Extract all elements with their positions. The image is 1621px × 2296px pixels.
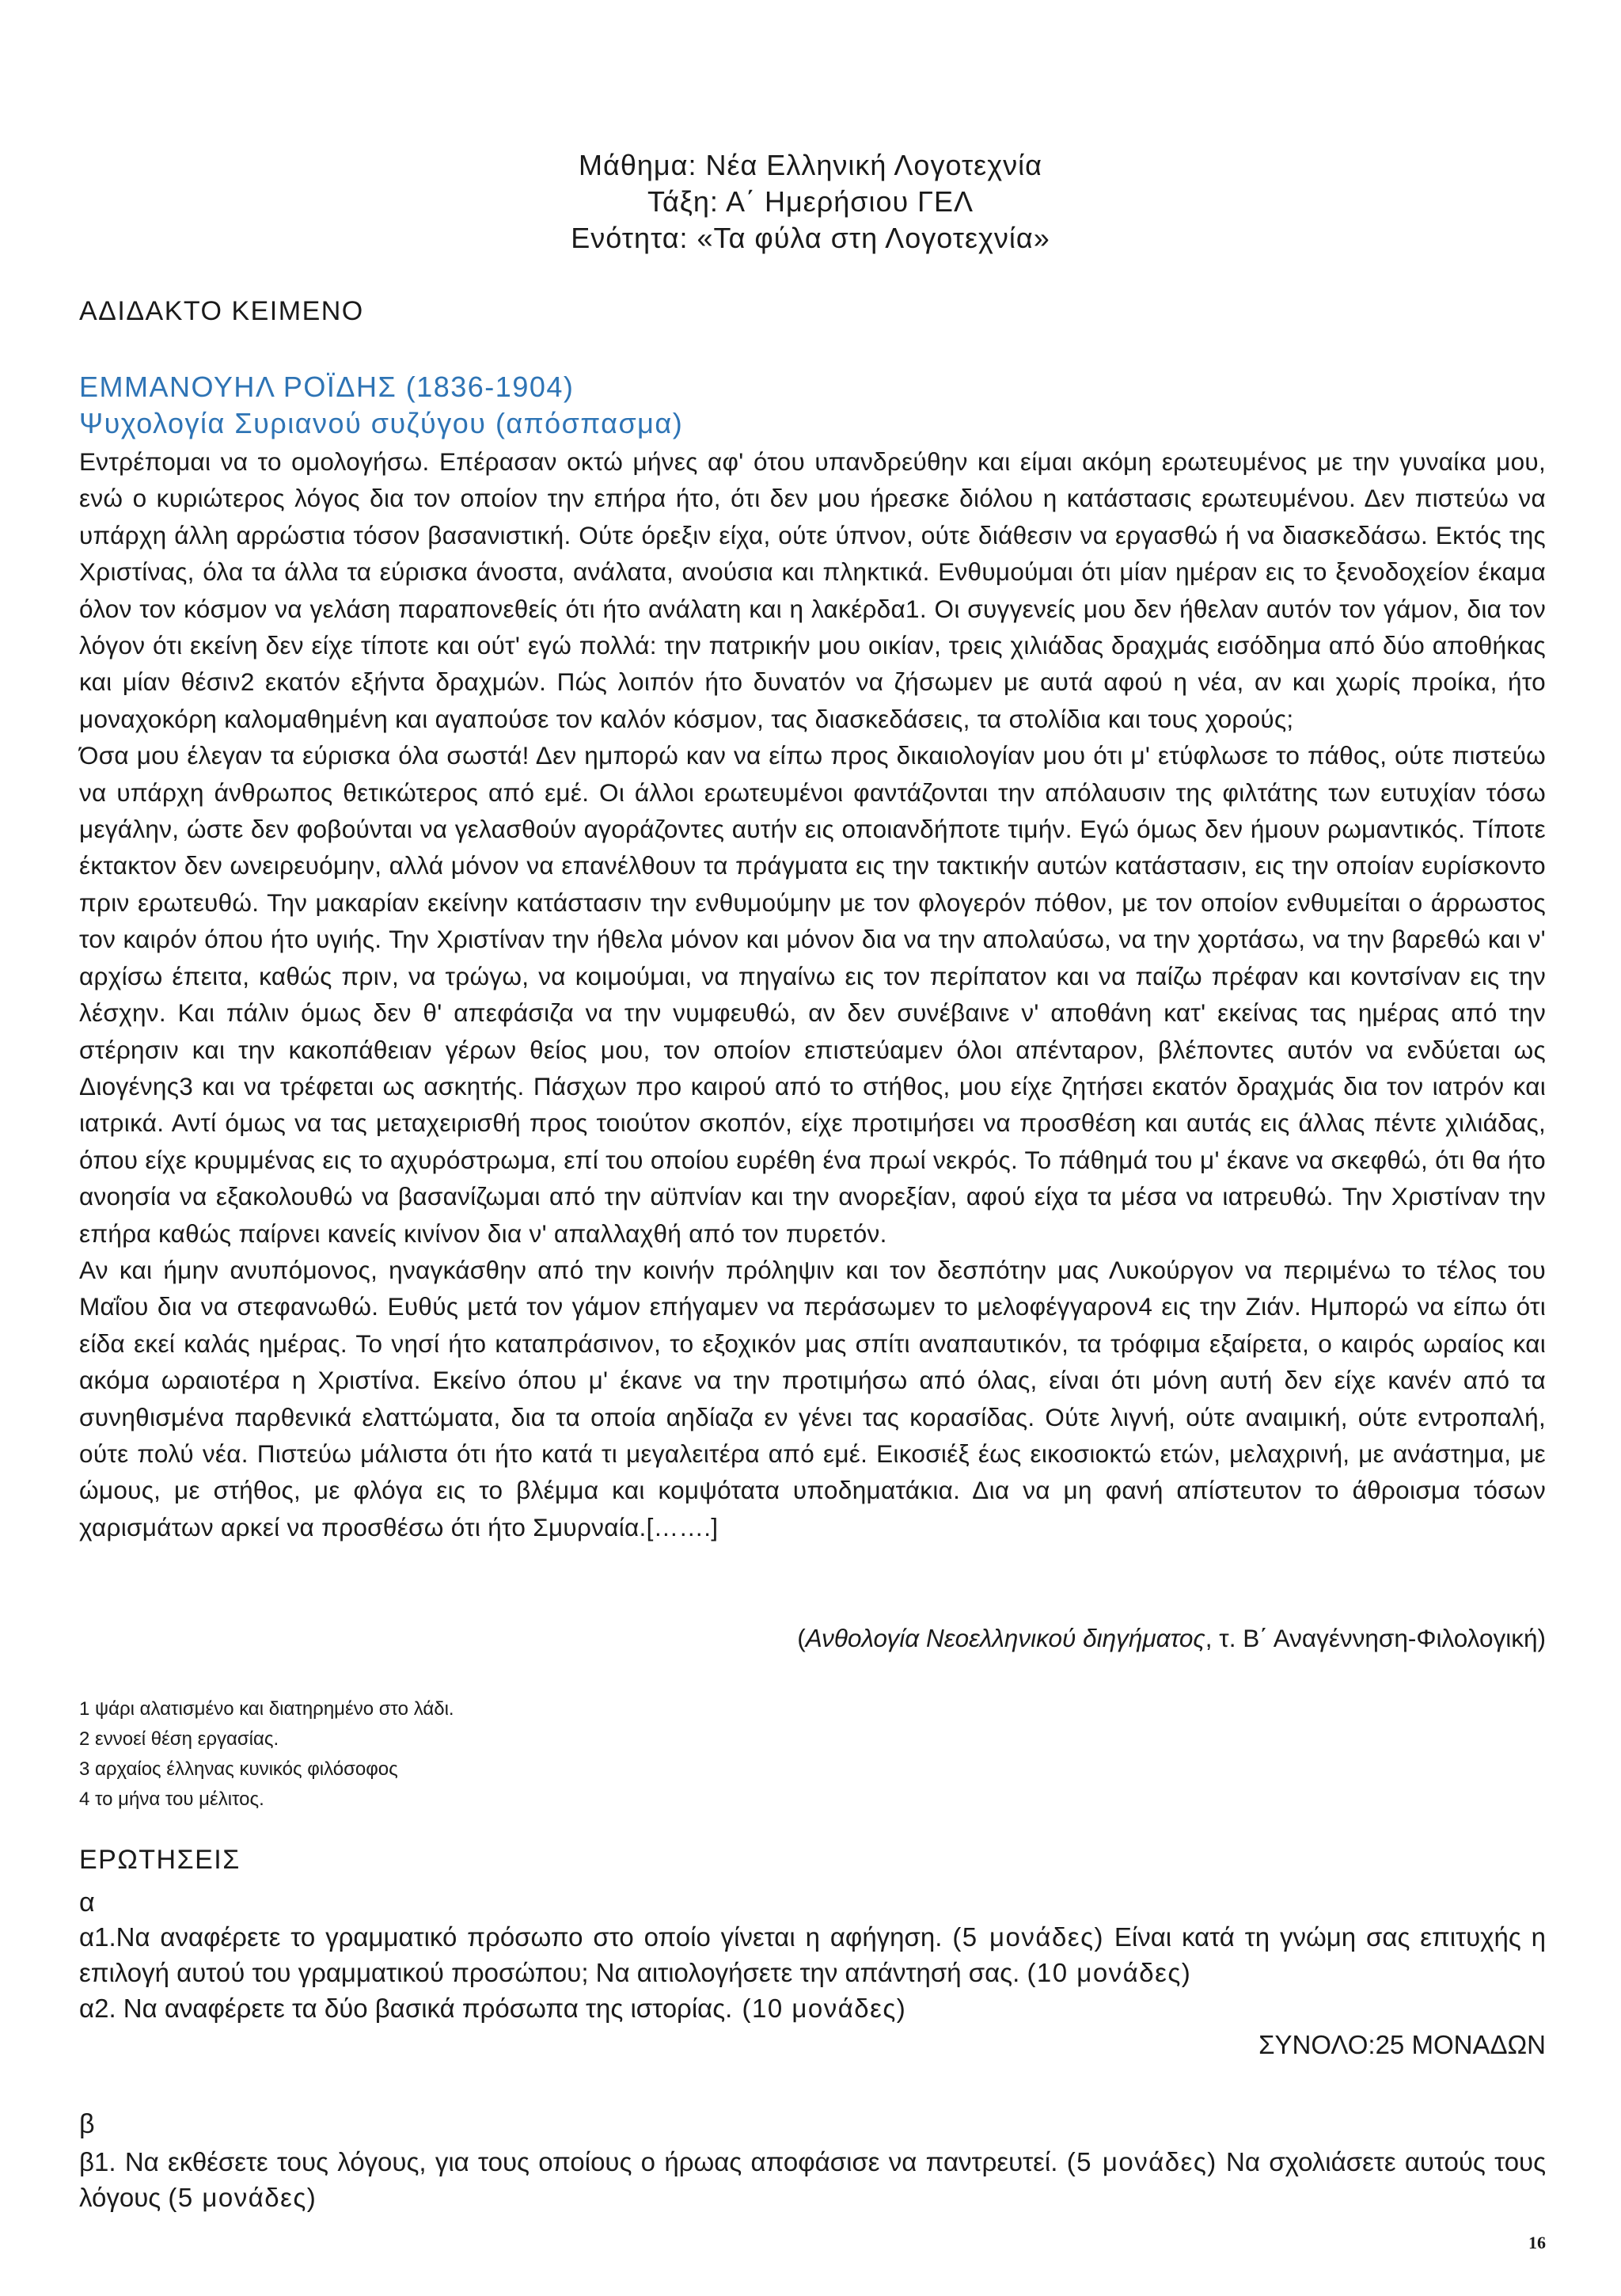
group-b-letter: β: [79, 2109, 95, 2139]
question-a2: [79, 1990, 1546, 2026]
points-badge: (10 μονάδες): [1027, 1958, 1192, 1987]
question-b1: [79, 2144, 1546, 2215]
question-label: α1: [79, 1922, 109, 1952]
excerpt-body: [79, 443, 1546, 1545]
unit-title: Ενότητα: «Τα φύλα στη Λογοτεχνία»: [571, 222, 1050, 254]
points-badge: (5 μονάδες): [168, 2183, 317, 2212]
source-citation: [797, 1620, 1546, 1656]
footnote: 1 ψάρι αλατισμένο και διατηρημένο στο λάδι.: [79, 1698, 454, 1720]
paragraph: Εντρέπομαι να το ομολογήσω. Επέρασαν οκτώ μήνες αφ' ότου υπανδρεύθην και είμαι ακόμη ερωτευμένος με την γυναίκα μου, ενώ ο κυριώτερος λόγος δια τον οποίον την επήρα ήτο, ότι δεν μου ήρεσκε διόλου η κατάστασις ερωτευμένου. Δεν πιστεύω να υπάρχη άλλη αρρώστια τόσον βασανιστική. Ούτε όρεξιν είχα, ούτε ύπνον, ούτε διάθεσιν να εργασθώ ή να διασκεδάσω. Εκτός της Χριστίνας, όλα τα άλλα τα εύρισκα άνοστα, ανάλατα, ανούσια και πληκτικά. Ενθυμούμαι ότι μίαν ημέραν εις το ξενοδοχείον έκαμα όλον τον κόσμον να γελάση παραπονεθείς ότι ήτο ανάλατη και η λακέρδα1. Οι συγγενείς μου δεν ήθελαν αυτόν τον γάμον, δια τον λόγον ότι εκείνη δεν είχε τίποτε και ούτ' εγώ πολλά: την πατρικήν μου οικίαν, τρεις χιλιάδας δραχμάς εισόδημα από δύο αποθήκας και μίαν θέσιν2 εκατόν εξήντα δραχμών. Πώς λοιπόν ήτο δυνατόν να ζήσωμεν με αυτά αφού η νέα, αν και χωρίς προίκα, ήτο μοναχοκόρη καλομαθημένη και αγαπούσε τον καλόν κόσμον, τας διασκεδάσεις, τα στολίδια και τους χορούς;: [79, 447, 1546, 733]
class-title: Τάξη: Α΄ Ημερήσιου ΓΕΛ: [647, 185, 974, 218]
source-open: (: [797, 1624, 806, 1652]
question-text: Είναι κατά τη γνώμη σας επιτυχής η επιλογή αυτού του γραμματικού προσώπου; Να αιτιολογήσετε την απάντησή σας.: [79, 1922, 1546, 1987]
question-label: α2: [79, 1994, 109, 2023]
course-title: Μάθημα: Νέα Ελληνική Λογοτεχνία: [579, 149, 1042, 181]
footnote: 3 αρχαίος έλληνας κυνικός φιλόσοφος: [79, 1758, 398, 1780]
footnote: 4 το μήνα του μέλιτος.: [79, 1789, 264, 1810]
points-badge: . (10 μονάδες): [725, 1994, 907, 2023]
question-text: . Να αναφέρετε τα δύο βασικά πρόσωπα της ιστορίας: [108, 1994, 726, 2023]
excerpt-title: Ψυχολογία Συριανού συζύγου (απόσπασμα): [79, 407, 684, 439]
question-text: . Να εκθέσετε τους λόγους, για τους οποίους ο ήρωας αποφάσισε να παντρευτεί.: [108, 2147, 1067, 2176]
author-heading: ΕΜΜΑΝΟΥΗΛ ΡΟΪΔΗΣ (1836-1904): [79, 371, 575, 403]
question-text: .Να αναφέρετε το γραμματικό πρόσωπο στο οποίο γίνεται η αφήγηση.: [108, 1922, 953, 1952]
paragraph: Όσα μου έλεγαν τα εύρισκα όλα σωστά! Δεν ημπορώ καν να είπω προς δικαιολογίαν μου ότι μ' ετύφλωσε το πάθος, ούτε πιστεύω να υπάρχη άνθρωπος θετικώτερος από εμέ. Οι άλλοι ερωτευμένοι φαντάζονται την απόλαυσιν της φιλτάτης των ευτυχίαν τόσω μεγάλην, ώστε δεν φοβούνται να γελασθούν αγοράζοντες αυτήν εις οποιανδήποτε τιμήν. Εγώ όμως δεν ήμουν ρωμαντικός. Τίποτε έκτακτον δεν ωνειρευόμην, αλλά μόνον να επανέλθουν τα πράγματα εις την τακτικήν αυτών κατάστασιν, εις την οποίαν ευρίσκοντο πριν ερωτευθώ. Την μακαρίαν εκείνην κατάστασιν την ενθυμούμην με τον φλογερόν πόθον, με τον οποίον ενθυμείται ο άρρωστος τον καιρόν όπου ήτο υγιής. Την Χριστίναν την ήθελα μόνον και μόνον δια να την απολαύσω, να την χορτάσω, να την βαρεθώ και ν' αρχίσω έπειτα, καθώς πριν, να τρώγω, να κοιμούμαι, να πηγαίνω εις τον περίπατον και να παίζω πρέφαν και κοντσίναν εις την λέσχην. Και πάλιν όμως δεν θ' απεφάσιζα να την νυμφευθώ, αν δεν συνέβαινε ν' αποθάνη κατ' εκείνας τας ημέρας από την στέρησιν και την κακοπάθειαν γέρων θείος μου, τον οποίον επιστεύαμεν όλοι απένταρον, βλέποντες αυτόν να ενδύεται ως Διογένης3 και να τρέφεται ως ασκητής. Πάσχων προ καιρού από το στήθος, μου είχε ζητήσει εκατόν δραχμάς δια τον ιατρόν και ιατρικά. Αντί όμως να τας μεταχειρισθή προς τοιούτον σκοπόν, είχε προτιμήσει να προσθέση και αυτάς εις άλλας πέντε χιλιάδας, όπου είχε κρυμμένας εις το αχυρόστρωμα, επί του οποίου ευρέθη ένα πρωί νεκρός. Το πάθημά του μ' έκανε να σκεφθώ, ότι θα ήτο ανοησία να εξακολουθώ να βασανίζωμαι από την αϋπνίαν και την ανορεξίαν, αφού είχα τα μέσα να ιατρευθώ. Την Χριστίναν την επήρα καθώς παίρνει κανείς κινίνον δια ν' απαλλαχθή από τον πυρετόν.: [79, 741, 1546, 1248]
footnote: 2 εννοεί θέση εργασίας.: [79, 1728, 279, 1750]
document-header: [0, 147, 1621, 257]
questions-heading: ΕΡΩΤΗΣΕΙΣ: [79, 1845, 241, 1875]
question-label: β1: [79, 2147, 109, 2176]
source-title: Ανθολογία Νεοελληνικού διηγήματος: [805, 1624, 1205, 1652]
section-label: ΑΔΙΔΑΚΤΟ ΚΕΙΜΕΝΟ: [79, 296, 364, 326]
page-number: 16: [1528, 2233, 1546, 2252]
total-points: ΣΥΝΟΛΟ:25 ΜΟΝΑΔΩΝ: [1258, 2030, 1546, 2059]
group-a-letter: α: [79, 1887, 95, 1918]
question-text: Να σχολιάσετε αυτούς τους λόγους: [79, 2147, 1546, 2212]
points-badge: (5 μονάδες): [1066, 2147, 1217, 2176]
points-badge: (5 μονάδες): [952, 1922, 1104, 1952]
footnotes: [79, 1694, 454, 1815]
source-rest: , τ. Β΄ Αναγέννηση-Φιλολογική): [1205, 1624, 1546, 1652]
question-a1: [79, 1919, 1546, 1990]
paragraph: Αν και ήμην ανυπόμονος, ηναγκάσθην από την κοινήν πρόληψιν και τον δεσπότην μας Λυκούργον να περιμένω το τέλος του Μαΐου δια να στεφανωθώ. Ευθύς μετά τον γάμον επήγαμεν να περάσωμεν το μελοφέγγαρον4 εις την Ζιάν. Ημπορώ να είπω ότι είδα εκεί καλάς ημέρας. Το νησί ήτο καταπράσινον, το εξοχικόν μας σπίτι αναπαυτικόν, τα τρόφιμα εξαίρετα, ο καιρός ωραίος και ακόμα ωραιοτέρα η Χριστίνα. Εκείνο όπου μ' έκανε να την προτιμήσω από όλας, είναι ότι μόνη αυτή δεν είχε κανέν από τα συνηθισμένα παρθενικά ελαττώματα, δια τα οποία αηδίαζα εν γένει τας κορασίδας. Ούτε λιγνή, ούτε αναιμική, ούτε εντροπαλή, ούτε πολύ νέα. Πιστεύω μάλιστα ότι ήτο κατά τι μεγαλειτέρα από εμέ. Εικοσιέξ έως εικοσιοκτώ ετών, μελαχρινή, με ανάστημα, με ώμους, με στήθος, με φλόγα εις το βλέμμα και κομψότατα υποδηματάκια. Δια να μη φανή απίστευτον το άθροισμα τόσων χαρισμάτων αρκεί να προσθέσω ότι ήτο Σμυρναία.[…….]: [79, 1255, 1546, 1541]
